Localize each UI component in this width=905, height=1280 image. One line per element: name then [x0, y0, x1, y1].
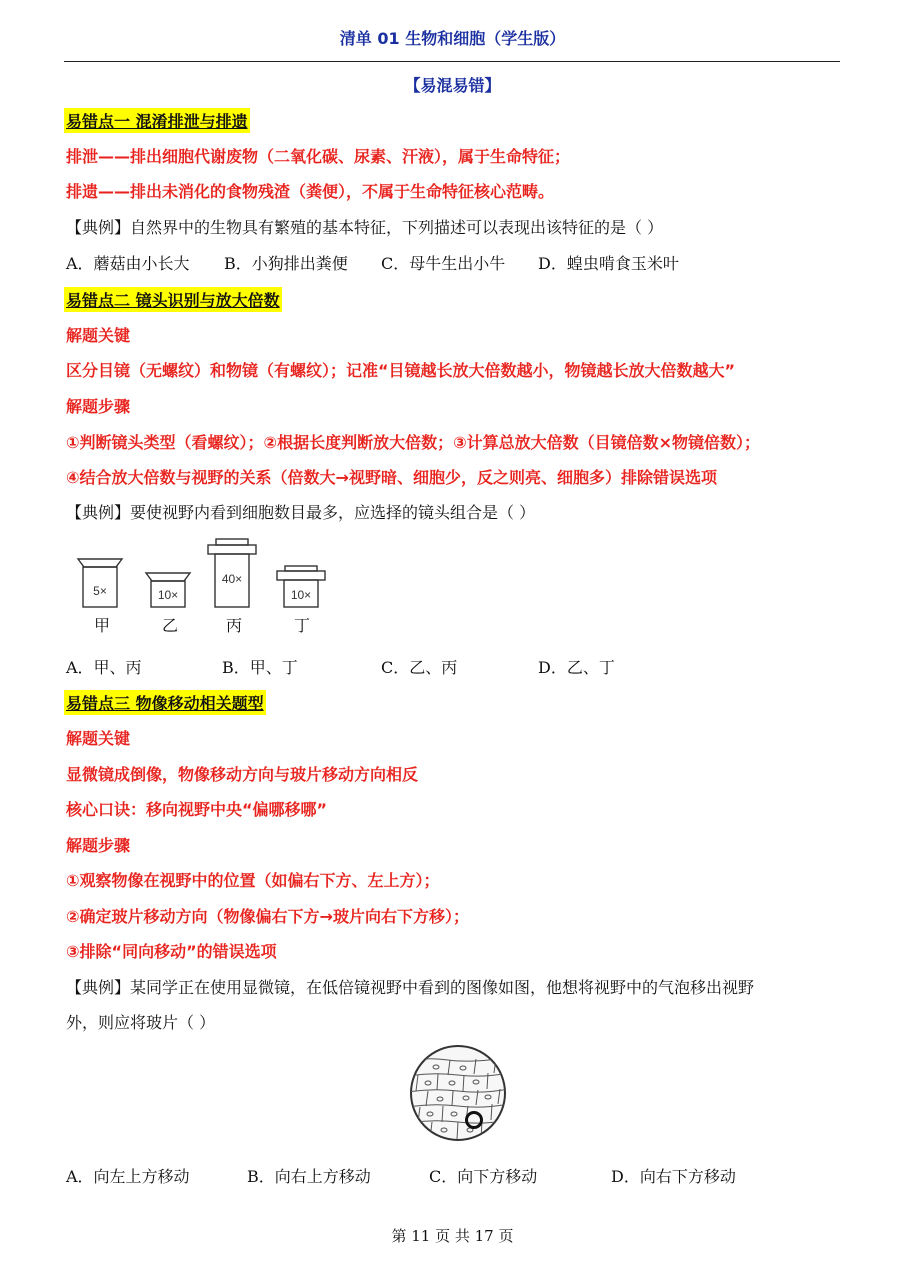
point3-step3: ③排除“同向移动”的错误选项 [66, 942, 277, 961]
point3-key-line1: 显微镜成倒像，物像移动方向与玻片移动方向相反 [66, 765, 419, 784]
point3-key-label: 解题关键 [66, 729, 131, 748]
point2-step2: ④结合放大倍数与视野的关系（倍数大→视野暗、细胞少，反之则亮、细胞多）排除错误选项 [66, 468, 717, 487]
point2-example: 【典例】要使视野内看到细胞数目最多，应选择的镜头组合是（ ） [66, 503, 536, 522]
point2-option-d: D．乙、丁 [538, 658, 615, 677]
point1-option-c: C．母牛生出小牛 [381, 254, 506, 273]
point2-option-b: B．甲、丁 [222, 658, 298, 677]
point3-option-d: D．向右下方移动 [611, 1167, 736, 1186]
point1-example: 【典例】自然界中的生物具有繁殖的基本特征，下列描述可以表现出该特征的是（ ） [66, 218, 664, 237]
point1-option-b: B．小狗排出粪便 [224, 254, 348, 273]
lens-jia-name: 甲 [93, 616, 111, 635]
lens-yi-mag: 10× [157, 588, 179, 602]
lens-ding-cap [285, 566, 317, 571]
lens-yi-shape [146, 573, 190, 581]
lens-jia-shape [78, 559, 122, 567]
point2-key-text: 区分目镜（无螺纹）和物镜（有螺纹）；记准“目镜越长放大倍数越小，物镜越长放大倍数越大” [66, 361, 736, 380]
page-header-title: 清单 01 生物和细胞（学生版） [339, 29, 566, 48]
point2-steps-label: 解题步骤 [66, 397, 131, 416]
lens-bing-cap [216, 539, 248, 545]
lens-bing-mag: 40× [221, 572, 243, 586]
point3-option-b: B．向右上方移动 [247, 1167, 371, 1186]
point3-example-line2: 外，则应将玻片（ ） [66, 1013, 216, 1032]
lens-ding-name: 丁 [293, 616, 311, 635]
page-number: 第 11 页 共 17 页 [391, 1227, 514, 1245]
point3-option-c: C．向下方移动 [429, 1167, 538, 1186]
lens-yi-name: 乙 [161, 616, 179, 635]
point2-key-label: 解题关键 [66, 326, 131, 345]
point2-option-c: C．乙、丙 [381, 658, 458, 677]
header-divider [64, 61, 840, 62]
point1-heading: 易错点一 混淆排泄与排遗 [64, 108, 250, 133]
point2-step1: ①判断镜头类型（看螺纹）；②根据长度判断放大倍数；③计算总放大倍数（目镜倍数×物镜倍数）； [66, 433, 761, 452]
point1-option-d: D．蝗虫啃食玉米叶 [538, 254, 679, 273]
point3-key-line2: 核心口诀：移向视野中央“偏哪移哪” [66, 800, 328, 819]
point3-steps-label: 解题步骤 [66, 836, 131, 855]
point2-heading: 易错点二 镜头识别与放大倍数 [64, 287, 282, 312]
lens-ding-mag: 10× [290, 588, 312, 602]
point1-option-a: A．蘑菇由小长大 [66, 254, 190, 273]
point1-line1: 排泄——排出细胞代谢废物（二氧化碳、尿素、汗液），属于生命特征； [66, 147, 571, 166]
point3-step2: ②确定玻片移动方向（物像偏右下方→玻片向右下方移）； [66, 907, 469, 926]
point1-line2: 排遗——排出未消化的食物残渣（粪便），不属于生命特征核心范畴。 [66, 182, 555, 201]
point3-heading: 易错点三 物像移动相关题型 [64, 690, 266, 715]
lens-ding-collar [277, 571, 325, 580]
lens-figure [64, 533, 344, 638]
point3-step1: ①观察物像在视野中的位置（如偏右下方、左上方）； [66, 871, 440, 890]
microscope-view-figure [408, 1043, 508, 1143]
point2-option-a: A．甲、丙 [66, 658, 142, 677]
point3-option-a: A．向左上方移动 [66, 1167, 190, 1186]
section-title: 【易混易错】 [404, 76, 501, 95]
point3-example-line1: 【典例】某同学正在使用显微镜，在低倍镜视野中看到的图像如图，他想将视野中的气泡移出视野 [66, 978, 755, 997]
lens-jia-mag: 5× [93, 584, 107, 598]
lens-bing-name: 丙 [225, 616, 243, 635]
lens-bing-collar [208, 545, 256, 554]
